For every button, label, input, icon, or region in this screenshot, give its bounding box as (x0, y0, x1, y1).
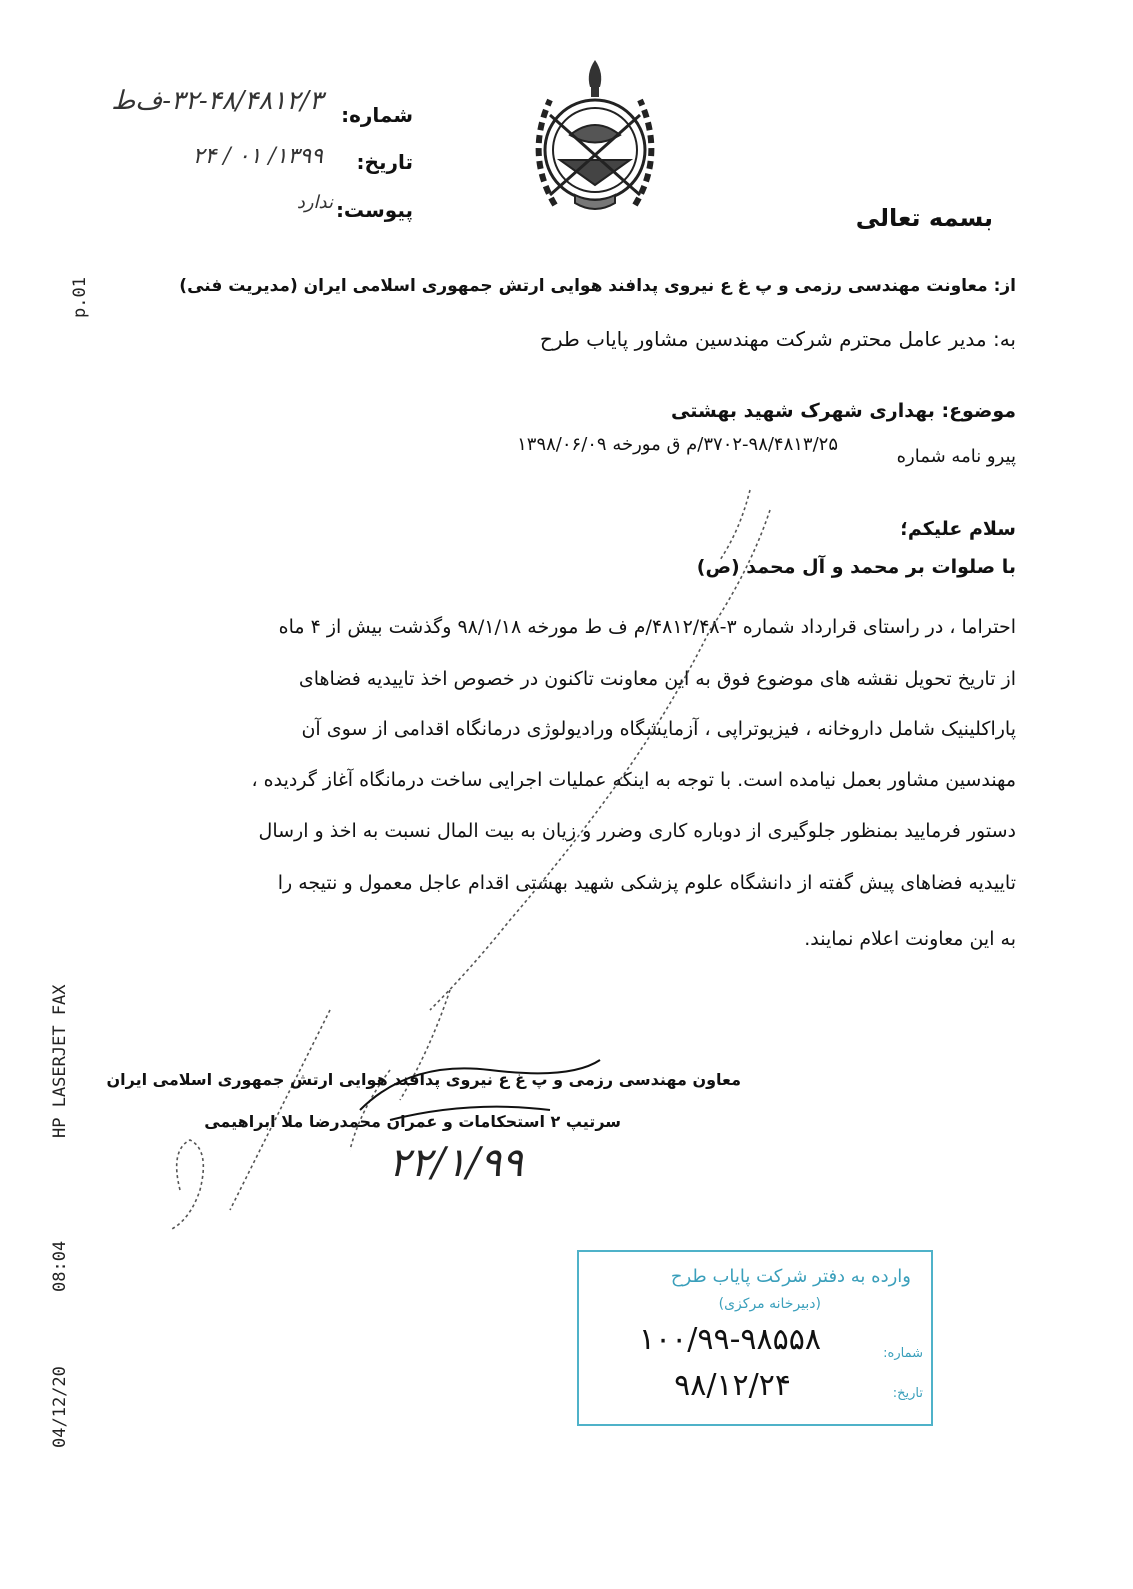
date-value: ۱۳۹۹/ ۰۱ / ۲۴ (192, 144, 323, 169)
signatory-title: معاون مهندسی رزمی و پ غ ع نیروی پدافند هوایی ارتش جمهوری اسلامی ایران (106, 1070, 741, 1089)
fax-date: 04/12/20 (50, 1366, 70, 1448)
attachment-label: پیوست: (335, 198, 413, 222)
to-line: به: مدیر عامل محترم شرکت مهندسین مشاور پایاب طرح (539, 327, 1016, 351)
fax-page-number: p.01 (70, 277, 90, 318)
subject-line: موضوع: بهداری شهرک شهید بهشتی (671, 400, 1016, 422)
date-label: تاریخ: (356, 150, 413, 174)
body-line-2: از تاریخ تحویل نقشه های موضوع فوق به این معاونت تاکنون در خصوص اخذ تاییدیه فضاهای (298, 668, 1016, 690)
body-line-7: به این معاونت اعلام نمایند. (804, 928, 1016, 950)
handwritten-signature (350, 1040, 610, 1140)
from-line: از: معاونت مهندسی رزمی و پ غ ع نیروی پدافند هوایی ارتش جمهوری اسلامی ایران (مدیریت فنی) (179, 276, 1016, 296)
number-value-handwritten: ۳۲-۴۸/۴۸۱۲/۳-ف‌ط (111, 86, 323, 116)
body-line-3: پاراکلینیک شامل داروخانه ، فیزیوتراپی ، آزمایشگاه ورادیولوژی درمانگاه اقدامی از سوی آن (301, 718, 1016, 740)
greeting: سلام علیکم؛ (900, 518, 1016, 540)
stamp-date: ۹۸/۱۲/۲۴ (674, 1368, 791, 1403)
bismillah-heading: بسمه تعالی (855, 204, 993, 232)
salutation: با صلوات بر محمد و آل محمد (ص) (696, 556, 1016, 578)
stamp-subtitle: (دبیرخانه مرکزی) (718, 1296, 821, 1312)
stamp-title: وارده به دفتر شرکت پایاب طرح (670, 1266, 911, 1287)
body-line-6: تاییدیه فضاهای پیش گفته از دانشگاه علوم پزشکی شهید بهشتی اقدام عاجل معمول و نتیجه را (277, 872, 1016, 894)
reference-value: ۳۷۰۲-۹۸/۴۸۱۳/۲۵/م ق مورخه ۱۳۹۸/۰۶/۰۹ (517, 434, 838, 455)
army-emblem-logo (520, 55, 670, 225)
body-line-1: احتراما ، در راستای قرارداد شماره ۳-۴۸۱۲/۴۸/م ف ط مورخه ۹۸/۱/۱۸ وگذشت بیش از ۴ ماه (278, 616, 1016, 638)
reference-label: پیرو نامه شماره (896, 446, 1016, 467)
stamp-number-label: شماره: (883, 1346, 923, 1361)
number-label: شماره: (341, 103, 413, 127)
attachment-value: ندارد (296, 192, 333, 213)
body-line-4: مهندسین مشاور بعمل نیامده است. با توجه به اینکه عملیات اجرایی ساخت درمانگاه آغاز گردیده ، (251, 769, 1016, 791)
signatory-name: سرتیپ ۲ استحکامات و عمران محمدرضا ملا ابراهیمی (204, 1112, 621, 1131)
stamp-date-label: تاریخ: (892, 1386, 923, 1401)
received-stamp (577, 1250, 933, 1426)
fax-time: 08:04 (50, 1240, 70, 1292)
body-line-5: دستور فرمایید بمنظور جلوگیری از دوباره کاری وضرر و زیان به بیت المال نسبت به اخذ و ارسال (258, 820, 1016, 842)
handwritten-sign-date: ۲۲/۱/۹۹ (388, 1140, 523, 1186)
fax-device-name: HP LASERJET FAX (50, 984, 70, 1138)
stamp-number: ۱۰۰/۹۹-۹۸۵۵۸ (638, 1322, 821, 1357)
